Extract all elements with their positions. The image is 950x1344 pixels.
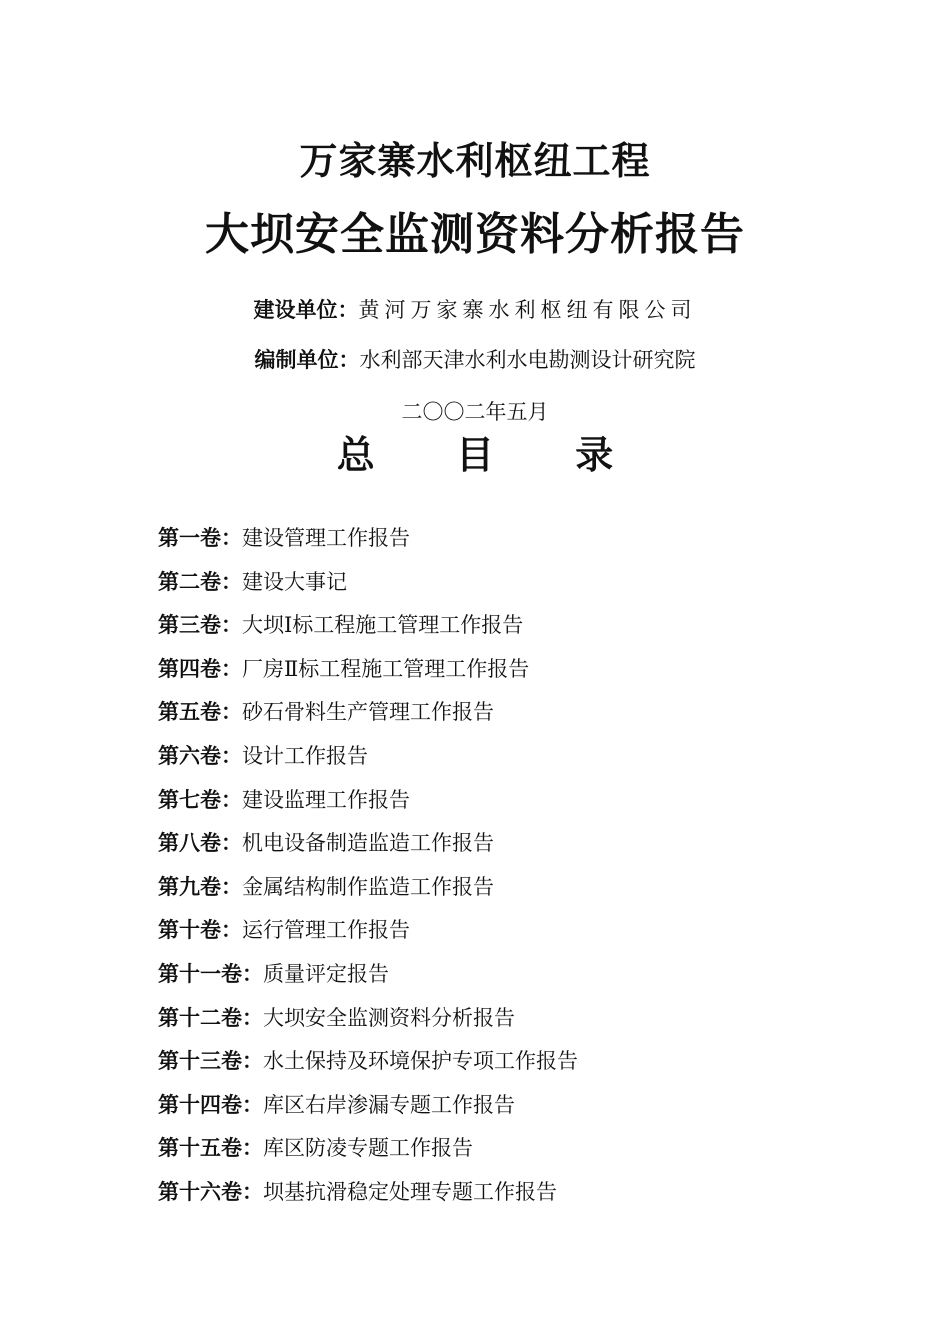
toc-item-volume: 第十六卷： bbox=[158, 1179, 263, 1204]
toc-item-title: 建设大事记 bbox=[242, 569, 347, 594]
toc-item-volume: 第十一卷： bbox=[158, 961, 263, 986]
toc-item-title: 库区防凌专题工作报告 bbox=[263, 1136, 473, 1161]
report-date: 二〇〇二年五月 bbox=[401, 400, 549, 424]
toc-item-title: 建设管理工作报告 bbox=[242, 526, 410, 550]
toc-item-volume: 第十五卷： bbox=[158, 1136, 263, 1161]
toc-item-volume: 第八卷： bbox=[158, 831, 242, 856]
toc-item-volume: 第九卷： bbox=[158, 874, 242, 899]
toc-item bbox=[158, 1045, 878, 1089]
report-title: 大坝安全监测资料分析报告 bbox=[205, 209, 745, 260]
toc-item bbox=[158, 740, 878, 784]
toc-item-volume: 第十三卷： bbox=[158, 1049, 263, 1074]
toc-item bbox=[158, 1089, 878, 1133]
toc-item-volume: 第二卷： bbox=[158, 569, 242, 594]
toc-item-title: 运行管理工作报告 bbox=[242, 918, 410, 943]
toc-item-volume: 第一卷： bbox=[158, 526, 242, 550]
toc-item bbox=[158, 1132, 878, 1176]
toc-item-volume: 第六卷： bbox=[158, 743, 242, 768]
builder-value: 黄河万家寨水利枢纽有限公司 bbox=[358, 298, 697, 322]
toc-item-title: 水土保持及环境保护专项工作报告 bbox=[263, 1049, 578, 1074]
toc-item-volume: 第七卷： bbox=[158, 787, 242, 812]
editor-row bbox=[0, 344, 950, 374]
project-title: 万家寨水利枢纽工程 bbox=[299, 138, 651, 183]
toc-item bbox=[158, 914, 878, 958]
toc-item-volume: 第五卷： bbox=[158, 700, 242, 725]
toc-item-title: 大坝安全监测资料分析报告 bbox=[263, 1005, 515, 1030]
builder-label: 建设单位： bbox=[253, 298, 359, 322]
toc-item-volume: 第三卷： bbox=[158, 613, 242, 638]
toc-item-volume: 第十卷： bbox=[158, 918, 242, 943]
toc-item-title: 坝基抗滑稳定处理专题工作报告 bbox=[263, 1179, 557, 1204]
toc-item-volume: 第四卷： bbox=[158, 656, 242, 681]
builder-row bbox=[0, 294, 950, 324]
toc-item-title: 建设监理工作报告 bbox=[242, 787, 410, 812]
editor-label: 编制单位： bbox=[254, 348, 360, 372]
toc-item bbox=[158, 1176, 878, 1220]
toc-item-title: 大坝Ⅰ标工程施工管理工作报告 bbox=[242, 613, 524, 638]
toc-item-title: 质量评定报告 bbox=[263, 961, 389, 986]
toc-item-title: 厂房Ⅱ标工程施工管理工作报告 bbox=[242, 656, 530, 681]
toc-item-title: 库区右岸渗漏专题工作报告 bbox=[263, 1092, 515, 1117]
toc-item bbox=[158, 1002, 878, 1046]
toc-item bbox=[158, 522, 878, 566]
toc-item-title: 设计工作报告 bbox=[242, 743, 368, 768]
editor-value: 水利部天津水利水电勘测设计研究院 bbox=[359, 348, 696, 372]
toc-item-volume: 第十二卷： bbox=[158, 1005, 263, 1030]
toc-list bbox=[158, 522, 878, 1220]
toc-item bbox=[158, 653, 878, 697]
toc-item bbox=[158, 609, 878, 653]
toc-item bbox=[158, 784, 878, 828]
toc-item bbox=[158, 827, 878, 871]
toc-item-title: 机电设备制造监造工作报告 bbox=[242, 831, 494, 856]
toc-item bbox=[158, 871, 878, 915]
toc-item-title: 砂石骨料生产管理工作报告 bbox=[242, 700, 494, 725]
toc-item bbox=[158, 696, 878, 740]
toc-item-volume: 第十四卷： bbox=[158, 1092, 263, 1117]
toc-title: 总 目 录 bbox=[336, 433, 648, 477]
toc-item bbox=[158, 566, 878, 610]
toc-item bbox=[158, 958, 878, 1002]
toc-item-title: 金属结构制作监造工作报告 bbox=[242, 874, 494, 899]
